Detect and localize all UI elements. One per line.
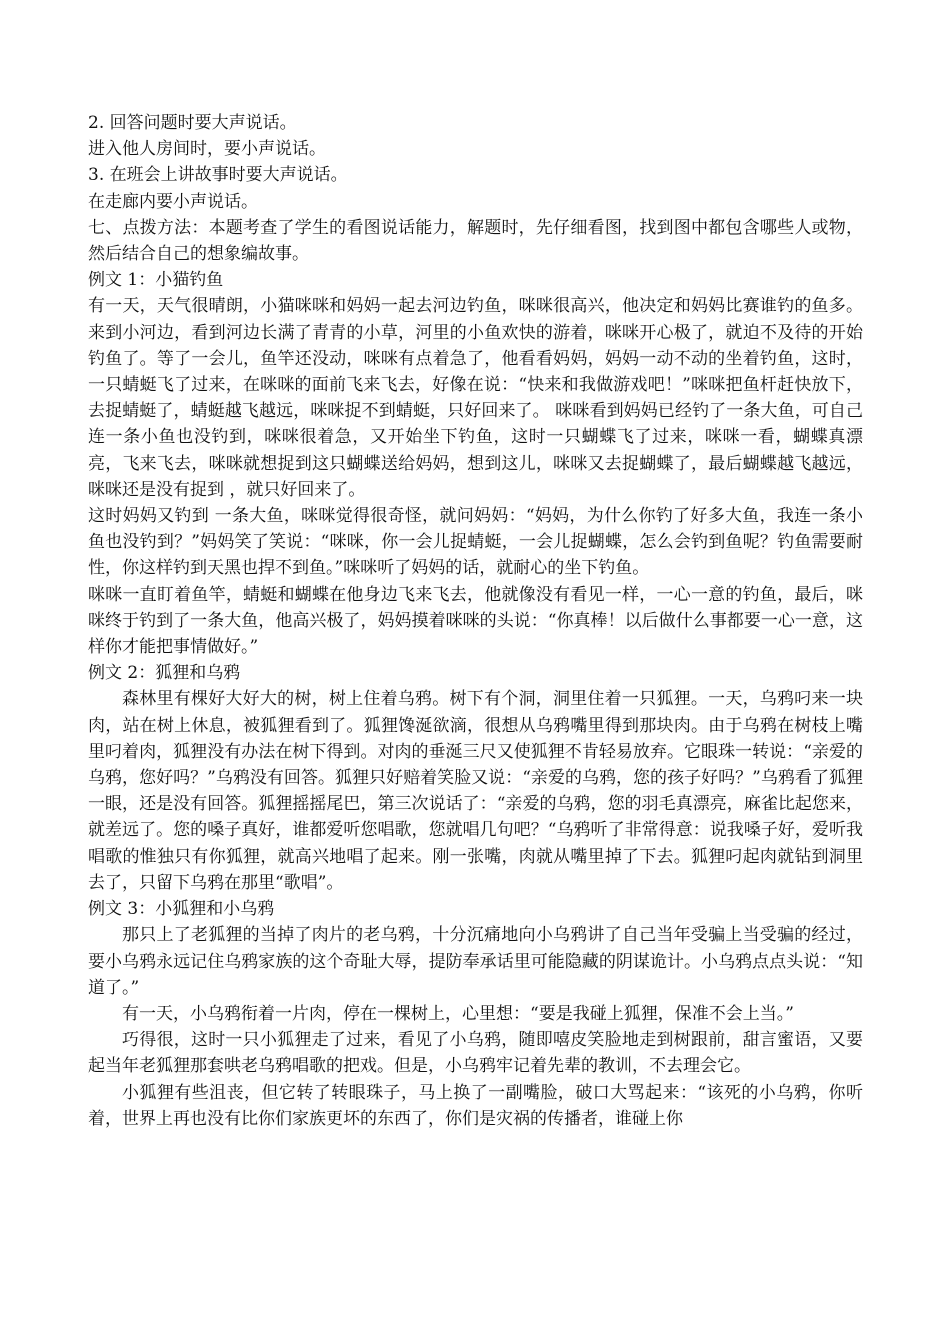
example-3-heading: 例文 3：小狐狸和小乌鸦 <box>88 899 275 920</box>
example-1-paragraph-2: 这时妈妈又钓到 一条大鱼，咪咪觉得很奇怪，就问妈妈：“妈妈，为什么你钓了好多大鱼，我连一条小鱼也没钓到？”妈妈笑了笑说：“咪咪，你一会儿捉蜻蜓，一会儿捉蝴蝶，怎么会钓到鱼呢？钓鱼需要耐性，你这样钓到天黑也捍不到鱼。”咪咪听了妈妈的话，就耐心的坐下钓鱼。 <box>88 506 863 579</box>
answer-line-2: 2. 回答问题时要大声说话。 <box>88 113 297 133</box>
document-page <box>88 110 863 1132</box>
example-3-paragraph-1: 那只上了老狐狸的当掉了肉片的老乌鸦，十分沉痛地向小乌鸦讲了自己当年受骗上当受骗的经过，要小乌鸦永远记住乌鸦家族的这个奇耻大辱，提防奉承话里可能隐藏的阴谋诡计。小乌鸦点点头说：“知道了。” <box>88 925 863 998</box>
answer-line-3b: 在走廊内要小声说话。 <box>88 191 258 212</box>
example-3-paragraph-3: 巧得很，这时一只小狐狸走了过来，看见了小乌鸦，随即嘻皮笑脸地走到树跟前，甜言蜜语，又要起当年老狐狸那套哄老乌鸦唱歌的把戏。但是，小乌鸦牢记着先辈的教训，不去理会它。 <box>88 1030 863 1077</box>
example-2-paragraph: 森林里有棵好大好大的树，树上住着乌鸦。树下有个洞，洞里住着一只狐狸。一天，乌鸦叼来一块肉，站在树上休息，被狐狸看到了。狐狸馋涎欲滴，很想从乌鸦嘴里得到那块肉。由于乌鸦在树枝上嘴里叼着肉，狐狸没有办法在树下得到。对肉的垂涎三尺又使狐狸不肯轻易放弃。它眼珠一转说：“亲爱的乌鸦，您好吗？”乌鸦没有回答。狐狸只好赔着笑脸又说：“亲爱的乌鸦，您的孩子好吗？”乌鸦看了狐狸一眼，还是没有回答。狐狸摇摇尾巴，第三次说话了：“亲爱的乌鸦，您的羽毛真漂亮，麻雀比起您来，就差远了。您的嗓子真好，谁都爱听您唱歌，您就唱几句吧？“乌鸦听了非常得意：说我嗓子好，爱听我唱歌的惟独只有你狐狸，就高兴地唱了起来。刚一张嘴，肉就从嘴里掉了下去。狐狸叼起肉就钻到洞里去了，只留下乌鸦在那里“歌唱”。 <box>88 689 863 893</box>
example-1-paragraph-3: 咪咪一直盯着鱼竿，蜻蜓和蝴蝶在他身边飞来飞去，他就像没有看见一样，一心一意的钓鱼，最后，咪咪终于钓到了一条大鱼，他高兴极了，妈妈摸着咪咪的头说：“你真棒！以后做什么事都要一心一意，这样你才能把事情做好。” <box>88 584 863 658</box>
answer-line-2b: 进入他人房间时，要小声说话。 <box>88 139 326 160</box>
example-1-paragraph-1: 有一天，天气很晴朗，小猫咪咪和妈妈一起去河边钓鱼，咪咪很高兴，他决定和妈妈比赛谁钓的鱼多。 来到小河边，看到河边长满了青青的小草，河里的小鱼欢快的游着，咪咪开心极了，就迫不及待的开始钓鱼了。等了一会儿，鱼竿还没动，咪咪有点着急了，他看看妈妈，妈妈一动不动的坐着钓鱼，这时，一只蜻蜓飞了过来，在咪咪的面前飞来飞去，好像在说：“快来和我做游戏吧！”咪咪把鱼杆赶快放下，去捉蜻蜓了，蜻蜓越飞越远，咪咪捉不到蜻蜓，只好回来了。 咪咪看到妈妈已经钓了一条大鱼，可自己连一条小鱼也没钓到，咪咪很着急，又开始坐下钓鱼，这时一只蝴蝶飞了过来，咪咪一看，蝴蝶真漂亮，飞来飞去，咪咪就想捉到这只蝴蝶送给妈妈，想到这儿，咪咪又去捉蝴蝶了，最后蝴蝶越飞越远，咪咪还是没有捉到 ，就只好回来了。 <box>88 296 863 500</box>
example-3-paragraph-4: 小狐狸有些沮丧，但它转了转眼珠子，马上换了一副嘴脸，破口大骂起来：“该死的小乌鸦，你听着，世界上再也没有比你们家族更坏的东西了，你们是灾祸的传播者，谁碰上你 <box>88 1082 863 1129</box>
method-paragraph: 七、点拨方法：本题考查了学生的看图说话能力，解题时，先仔细看图，找到图中都包含哪些人或物，然后结合自己的想象编故事。 <box>88 217 863 265</box>
example-1-heading: 例文 1：小猫钓鱼 <box>88 270 224 291</box>
example-3-paragraph-2: 有一天，小乌鸦衔着一片肉，停在一棵树上，心里想：“要是我碰上狐狸，保准不会上当。” <box>122 1003 794 1024</box>
example-2-heading: 例文 2：狐狸和乌鸦 <box>88 663 241 684</box>
answer-line-3: 3. 在班会上讲故事时要大声说话。 <box>88 165 348 186</box>
